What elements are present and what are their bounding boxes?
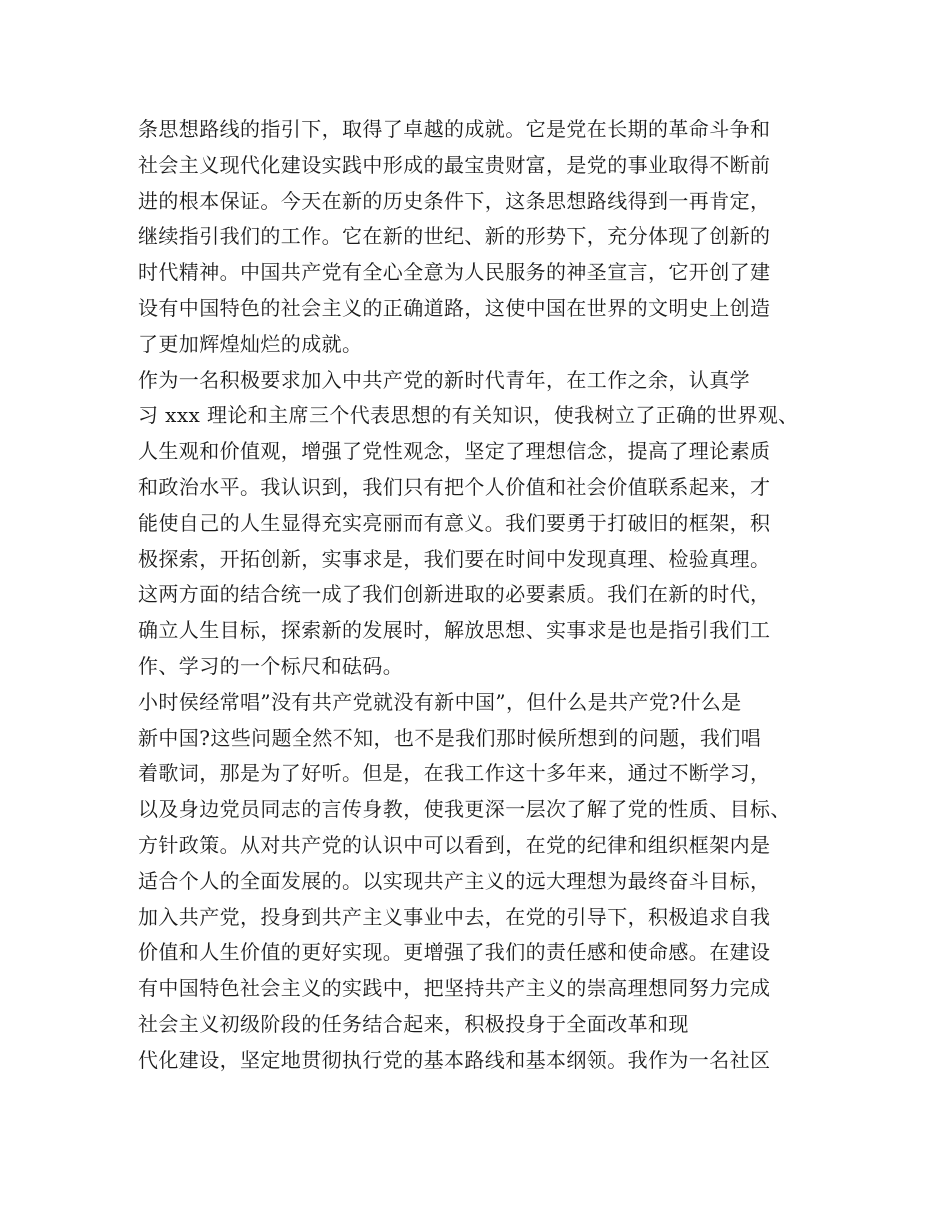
text-line: 价值和人生价值的更好实现。更增强了我们的责任感和使命感。在建设	[138, 940, 771, 965]
text-line: 小时侯经常唱”没有共产党就没有新中国”，但什么是共产党?什么是	[138, 689, 742, 714]
text-line: 人生观和价值观，增强了党性观念，坚定了理想信念，提高了理论素质	[138, 439, 771, 464]
text-line: 确立人生目标，探索新的发展时，解放思想、实事求是也是指引我们工	[138, 618, 771, 643]
text-line: 着歌词，那是为了好听。但是，在我工作这十多年来，通过不断学习，	[138, 761, 771, 786]
text-line: 时代精神。中国共产党有全心全意为人民服务的神圣宣言，它开创了建	[138, 260, 771, 285]
text-line: 作、学习的一个标尺和砝码。	[138, 653, 404, 678]
text-line: 加入共产党，投身到共产主义事业中去，在党的引导下，积极追求自我	[138, 904, 771, 929]
text-line: 新中国?这些问题全然不知，也不是我们那时候所想到的问题，我们唱	[138, 725, 762, 750]
text-line: 以及身边党员同志的言传身教，使我更深一层次了解了党的性质、目标、	[138, 797, 791, 822]
text-line: 设有中国特色的社会主义的正确道路，这使中国在世界的文明史上创造	[138, 295, 771, 320]
text-line: 习 xxx 理论和主席三个代表思想的有关知识，使我树立了正确的世界观、	[138, 403, 799, 428]
text-line: 适合个人的全面发展的。以实现共产主义的远大理想为最终奋斗目标，	[138, 868, 771, 893]
text-line: 这两方面的结合统一成了我们创新进取的必要素质。我们在新的时代，	[138, 582, 771, 607]
text-line: 能使自己的人生显得充实亮丽而有意义。我们要勇于打破旧的框架，积	[138, 510, 771, 535]
text-line: 继续指引我们的工作。它在新的世纪、新的形势下，充分体现了创新的	[138, 224, 771, 249]
text-line: 进的根本保证。今天在新的历史条件下，这条思想路线得到一再肯定，	[138, 188, 771, 213]
text-line: 条思想路线的指引下，取得了卓越的成就。它是党在长期的革命斗争和	[138, 117, 771, 141]
text-line: 有中国特色社会主义的实践中，把坚持共产主义的崇高理想同努力完成	[138, 976, 771, 1001]
text-line: 代化建设，坚定地贯彻执行党的基本路线和基本纲领。我作为一名社区	[138, 1047, 771, 1072]
text-line: 方针政策。从对共产党的认识中可以看到，在党的纪律和组织框架内是	[138, 832, 771, 857]
text-line: 了更加辉煌灿烂的成就。	[138, 331, 363, 356]
text-line: 社会主义初级阶段的任务结合起来，积极投身于全面改革和现	[138, 1011, 689, 1036]
document-body	[138, 112, 838, 1079]
text-line: 极探索，开拓创新，实事求是，我们要在时间中发现真理、检验真理。	[138, 546, 771, 571]
text-line: 和政治水平。我认识到，我们只有把个人价值和社会价值联系起来，才	[138, 474, 771, 499]
text-line: 作为一名积极要求加入中共产党的新时代青年，在工作之余，认真学	[138, 367, 750, 392]
text-line: 社会主义现代化建设实践中形成的最宝贵财富，是党的事业取得不断前	[138, 152, 771, 177]
